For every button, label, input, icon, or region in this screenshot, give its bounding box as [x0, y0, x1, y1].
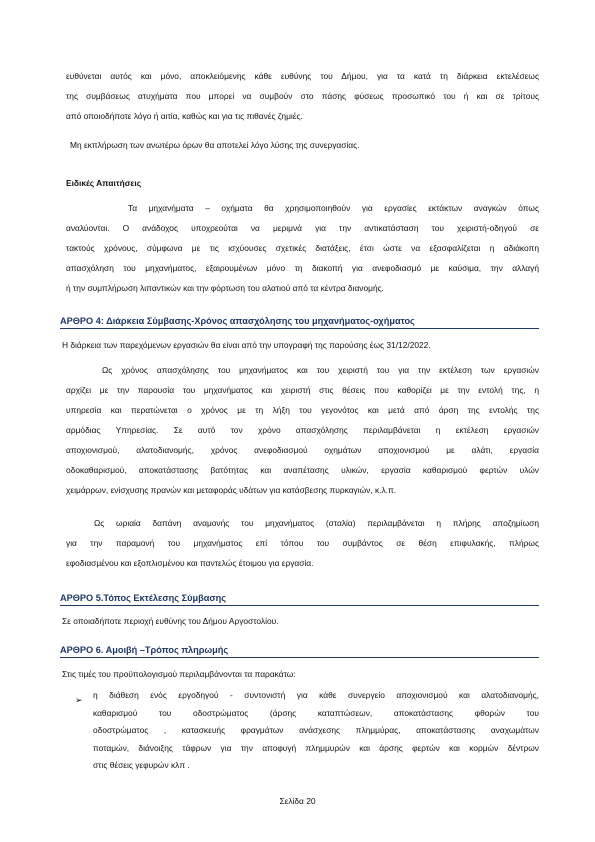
- paragraph-working-time: [66, 360, 539, 500]
- text-line: ποταμών, διάνοιξης τάφρων για την αποφυγή πλημμυρών και άρσης φερτών και κορμών δέντρων: [93, 742, 539, 753]
- text-line: τακτούς χρόνους, σύμφωνα με τις ισχύουσες σχετικές διατάξεις, έτσι ώστε να εξασφαλίζεται η αδιάκοπη: [66, 243, 539, 253]
- article-6-heading: ΑΡΘΡΟ 6. Αμοιβή –Τρόπος πληρωμής: [60, 645, 539, 658]
- text-line: Η διάρκεια των παρεχόμενων εργασιών θα είναι από την υπογραφή της παρούσης έως 31/12/2022.: [62, 340, 431, 350]
- paragraph-termination: [70, 135, 543, 155]
- text-line: η διάθεση ενός εργοδηγού - συντονιστή για κάθε συνεργείο αποχιονισμού και αλατοδιανομής,: [93, 690, 539, 700]
- text-line: αναλύονται. Ο ανάδοχος υποχρεούται να μεριμνά για την αντικατάσταση του χειριστή-οδηγού σε: [66, 223, 539, 233]
- text-line: αποχιονισμού, αλατοδιανομής, χρόνος ανεφοδιασμού οχημάτων αποχιονισμού με αλάτι, εργασία: [66, 445, 539, 455]
- text-line: καθαρισμού του οδοστρώματος (άρσης καταπτώσεων, αποκατάστασης φθορών του: [93, 707, 539, 718]
- text-line: Μη εκπλήρωση των ανωτέρω όρων θα αποτελεί λόγο λύσης της συνεργασίας.: [70, 140, 360, 150]
- paragraph-price-intro: [62, 664, 539, 684]
- page-number-footer: Σελίδα 20: [279, 796, 316, 806]
- text-line: οδοστρώματος , κατασκευής φραγμάτων ανάσχεσης πλημμύρας, αποκατάστασης αναχωμάτων: [93, 725, 539, 735]
- article-5-heading: ΑΡΘΡΟ 5.Τόπος Εκτέλεσης Σύμβασης: [60, 593, 539, 606]
- text-line: Τα μηχανήματα – οχήματα θα χρησιμοποιηθούν για εργασίες εκτάκτων αναγκών όπως: [128, 203, 539, 213]
- text-line: Στις τιμές του προϋπολογισμού περιλαμβάνονται τα παρακάτω:: [62, 669, 296, 679]
- text-line: απασχόληση του μηχανήματος, εξαιρουμένων μόνο τη διακοπή για ανεφοδιασμό με καύσιμα, την αλλαγή: [66, 263, 539, 273]
- text-line: Ως χρόνος απασχόλησης του μηχανήματος και του χειριστή του για την εκτέλεση των εργασιών: [102, 365, 539, 375]
- paragraph-location: [62, 611, 539, 631]
- text-line: αρμόδιας Υπηρεσίας. Σε αυτό τον χρόνο απασχόλησης περιλαμβάνεται η εκτέλεση εργασιών: [66, 425, 539, 435]
- bullet-arrow-icon: ➢: [75, 695, 83, 705]
- text-line: Ως ωριαία δαπάνη αναμονής του μηχανήματος (σταλία) περιλαμβάνεται η πλήρης αποζημίωση: [94, 518, 539, 528]
- text-line: χειμάρρων, ενίσχυσης πρανών και μεταφοράς υδάτων για κατάσβεσης πυρκαγιών, κ.λ.π.: [66, 485, 397, 495]
- text-line: Σε οποιαδήποτε περιοχή ευθύνης του Δήμου Αργοστολίου.: [62, 616, 279, 626]
- paragraph-liability: [66, 66, 539, 126]
- bullet-item-supervisor: [93, 687, 539, 775]
- text-line: αρχίζει με την παρουσία του μηχανήματος και χειριστή στις θέσεις που καθορίζει με την εντολή της, η: [66, 385, 539, 395]
- text-line: υπηρεσία και περατώνεται ο χρόνος με τη λήξη του γεγονότος και μετά από άρση της εντολής της: [66, 405, 539, 415]
- paragraph-standby-cost: [66, 513, 539, 573]
- text-line: της συμβάσεως ατυχήματα που μπορεί να συμβούν στο πάσης φύσεως προσωπικό του ή και σε τρίτους: [66, 91, 539, 101]
- paragraph-duration: [62, 335, 539, 355]
- text-line: στις θέσεις γεφυρών κλπ .: [93, 760, 190, 770]
- text-line: εφοδιασμένου και εξοπλισμένου και παντελώς έτοιμου για εργασία.: [66, 558, 314, 568]
- text-line: οδοκαθαρισμού, αποκατάστασης βατότητας και αναπέτασης υλικών, εργασία καθαρισμού φερτών υλών: [66, 465, 539, 475]
- special-requirements-heading: Ειδικές Απαιτήσεις: [66, 178, 142, 188]
- article-4-heading: ΑΡΘΡΟ 4: Διάρκεια Σύμβασης-Χρόνος απασχόλησης του μηχανήματος-οχήματος: [60, 316, 539, 329]
- text-line: από οποιοδήποτε λόγο ή αιτία, καθώς και για τις πιθανές ζημιές.: [66, 111, 303, 121]
- paragraph-special-requirements: [66, 198, 539, 298]
- text-line: ευθύνεται αυτός και μόνο, αποκλειόμενης κάθε ευθύνης του Δήμου, για τα κατά τη διάρκεια εκτελέσεως: [66, 71, 539, 81]
- text-line: ή την συμπλήρωση λιπαντικών και την φόρτωση του αλατιού από τα κέντρα διανομής.: [66, 283, 384, 293]
- text-line: για την παραμονή του μηχανήματος επί τόπου του συμβάντος σε θέση επιφυλακής, πλήρως: [66, 538, 539, 548]
